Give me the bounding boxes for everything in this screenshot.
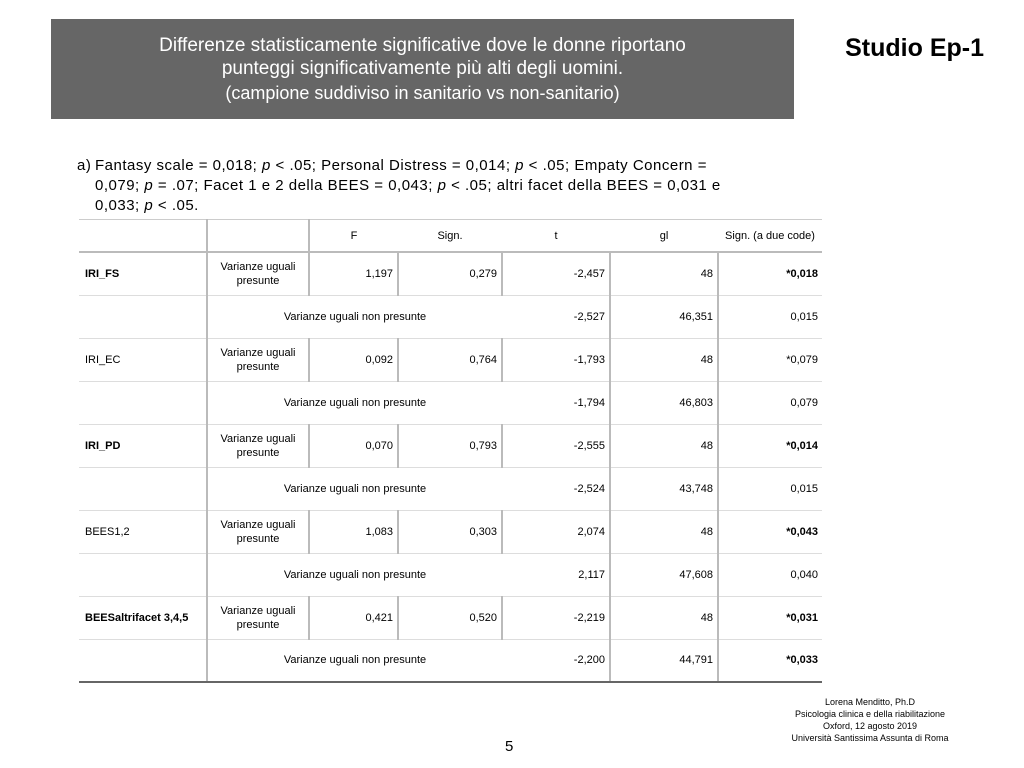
study-label: Studio Ep-1 [845,34,984,62]
gl-value: 46,351 [610,295,718,338]
gl-value: 48 [610,338,718,381]
unequal-variance-label: Varianze uguali non presunte [207,553,502,596]
t-value: -1,793 [502,338,610,381]
f-value: 0,092 [309,338,398,381]
t-value: -2,555 [502,424,610,467]
note-seg: < .05; [524,157,575,174]
variable-name: BEESaltrifacet 3,4,5 [79,596,207,639]
title-line-1: Differenze statisticamente significative dove le donne riportano [159,35,686,56]
unequal-variance-label: Varianze uguali non presunte [207,295,502,338]
p-value: *0,018 [718,252,822,295]
note-seg: = 0,018; [194,157,263,174]
equal-variance-label: Varianze uguali presunte [207,252,309,295]
t-value: -2,524 [502,467,610,510]
table-row-unequal [79,639,822,682]
header-f: F [309,220,398,253]
t-value: -2,200 [502,639,610,682]
note-seg: = 0,014; [447,157,516,174]
equal-variance-label: Varianze uguali presunte [207,510,309,553]
footer-author: Lorena Menditto, Ph.D [824,697,916,707]
note-seg-italic: p [144,177,154,194]
f-value: 1,083 [309,510,398,553]
p-value: 0,079 [718,381,822,424]
t-value: 2,117 [502,553,610,596]
table-row-equal [79,424,822,467]
table-row-unequal [79,295,822,338]
note-seg-italic: p [144,197,154,214]
equal-variance-label: Varianze uguali presunte [207,424,309,467]
p-value: *0,043 [718,510,822,553]
p-value: *0,014 [718,424,822,467]
gl-value: 48 [610,424,718,467]
header-variable [79,220,207,253]
p-value: *0,031 [718,596,822,639]
header-sign: Sign. [398,220,502,253]
p-value: *0,033 [718,639,822,682]
gl-value: 47,608 [610,553,718,596]
note-line-3 [77,196,814,216]
table-row-equal [79,510,822,553]
variable-name: IRI_PD [79,424,207,467]
gl-value: 48 [610,596,718,639]
note-seg: < .05. [153,197,199,214]
f-significance: 0,303 [398,510,502,553]
header-sign-two-tailed: Sign. (a due code) [718,220,822,253]
note-seg: 0,033; [95,197,145,214]
gl-value: 48 [610,510,718,553]
variable-name: IRI_EC [79,338,207,381]
t-value: -2,219 [502,596,610,639]
variable-name: BEES1,2 [79,510,207,553]
title-line-2: punteggi significativamente più alti degli uomini. [221,58,624,79]
f-value: 0,070 [309,424,398,467]
t-value: -2,527 [502,295,610,338]
f-significance: 0,764 [398,338,502,381]
table-row-unequal [79,381,822,424]
equal-variance-label: Varianze uguali presunte [207,338,309,381]
note-seg: Empaty Concern [574,157,694,174]
note-seg-italic: p [437,177,447,194]
table-row-equal [79,596,822,639]
title-subtitle: (campione suddiviso in sanitario vs non-sanitario) [225,83,620,103]
gl-value: 43,748 [610,467,718,510]
table-row-unequal [79,467,822,510]
author-footer [766,696,974,744]
equal-variance-label: Varianze uguali presunte [207,596,309,639]
f-value: 1,197 [309,252,398,295]
gl-value: 48 [610,252,718,295]
f-significance: 0,520 [398,596,502,639]
unequal-variance-label: Varianze uguali non presunte [207,467,502,510]
header-gl: gl [610,220,718,253]
gl-value: 44,791 [610,639,718,682]
header-t: t [502,220,610,253]
table-row-unequal [79,553,822,596]
f-value: 0,421 [309,596,398,639]
note-line-2 [77,176,814,196]
unequal-variance-label: Varianze uguali non presunte [207,639,502,682]
table-row-equal [79,252,822,295]
t-value: -2,457 [502,252,610,295]
note-seg: < .05; [446,177,497,194]
note-seg-italic: p [262,157,271,174]
note-seg: = 0,043; [369,177,438,194]
p-value: 0,040 [718,553,822,596]
footer-university: Università Santissima Assunta di Roma [791,733,949,743]
f-significance: 0,793 [398,424,502,467]
p-value: 0,015 [718,295,822,338]
page-number: 5 [505,738,514,755]
note-seg: < .05; [270,157,322,174]
footer-date: Oxford, 12 agosto 2019 [822,721,918,731]
p-value: 0,015 [718,467,822,510]
note-seg: = [693,157,707,174]
t-test-table [79,219,822,683]
note-seg: Fantasy scale [95,157,195,174]
title-box [51,19,794,119]
footnote-a [77,156,814,216]
note-seg: 0,079; [95,177,145,194]
f-significance: 0,279 [398,252,502,295]
t-value: -1,794 [502,381,610,424]
gl-value: 46,803 [610,381,718,424]
note-seg: Personal Distress [321,157,448,174]
table-header-row [79,220,822,253]
unequal-variance-label: Varianze uguali non presunte [207,381,502,424]
note-seg: = 0,031 e [648,177,721,194]
p-value: *0,079 [718,338,822,381]
note-marker: a) [77,157,92,174]
footer-department: Psicologia clinica e della riabilitazione [794,709,946,719]
header-condition [207,220,309,253]
table-row-equal [79,338,822,381]
note-seg: = .07; [153,177,204,194]
note-seg: altri facet della BEES [496,177,649,194]
variable-name: IRI_FS [79,252,207,295]
note-seg-italic: p [515,157,525,174]
t-value: 2,074 [502,510,610,553]
note-seg: Facet 1 e 2 della BEES [203,177,370,194]
